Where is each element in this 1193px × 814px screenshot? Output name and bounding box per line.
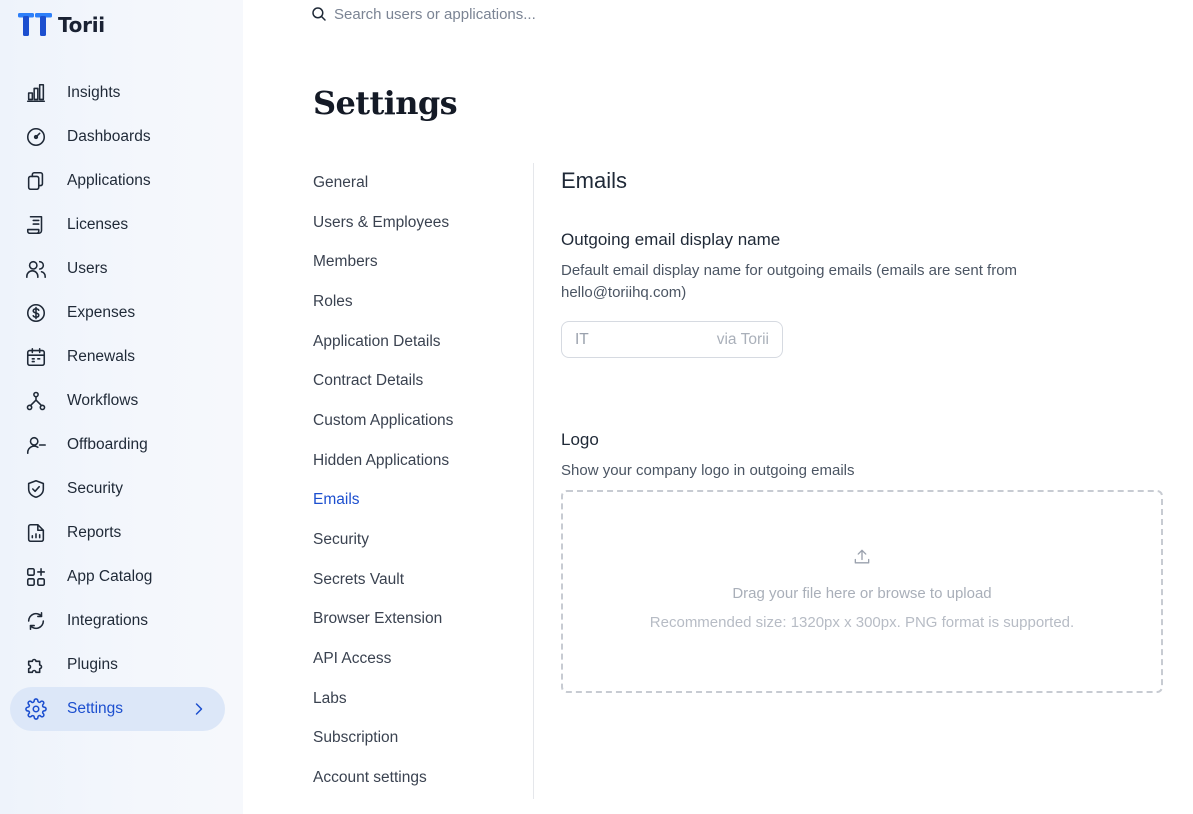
sidebar-item-dashboards[interactable] <box>10 115 225 159</box>
chevron-right-icon <box>189 699 209 719</box>
settings-nav-labs[interactable]: Labs <box>313 689 347 707</box>
settings-nav-emails[interactable]: Emails <box>313 491 360 509</box>
sidebar-item-users[interactable] <box>10 247 225 291</box>
settings-nav-api-access[interactable]: API Access <box>313 650 392 668</box>
settings-nav-general[interactable]: General <box>313 173 369 191</box>
sidebar-item-label: Renewals <box>67 348 136 365</box>
settings-nav-roles[interactable]: Roles <box>313 292 353 310</box>
display-name-value[interactable]: IT <box>575 330 589 348</box>
gauge-icon <box>24 125 48 149</box>
settings-nav-contract-details[interactable]: Contract Details <box>313 372 424 390</box>
settings-nav <box>313 163 523 798</box>
dollar-circle-icon <box>24 301 48 325</box>
settings-divider <box>533 163 534 799</box>
sidebar-item-label: Insights <box>67 84 121 101</box>
sidebar-item-label: Security <box>67 480 123 497</box>
sidebar-item-plugins[interactable] <box>10 643 225 687</box>
sidebar-item-workflows[interactable] <box>10 379 225 423</box>
gear-icon <box>24 697 48 721</box>
flow-icon <box>24 389 48 413</box>
sidebar-nav <box>10 71 225 731</box>
logo-description: Show your company logo in outgoing emails <box>561 462 855 479</box>
settings-nav-users-employees[interactable]: Users & Employees <box>313 213 450 231</box>
sidebar <box>0 0 243 814</box>
sidebar-item-reports[interactable] <box>10 511 225 555</box>
settings-nav-subscription[interactable]: Subscription <box>313 729 399 747</box>
logo-upload-dropzone[interactable] <box>561 490 1163 693</box>
display-name-suffix: via Torii <box>716 330 769 348</box>
copy-icon <box>24 169 48 193</box>
sidebar-item-label: Integrations <box>67 612 148 629</box>
sidebar-item-label: Applications <box>67 172 151 189</box>
sidebar-item-label: Settings <box>67 700 124 717</box>
sidebar-item-app-catalog[interactable] <box>10 555 225 599</box>
display-name-field[interactable] <box>561 321 783 358</box>
users-icon <box>24 257 48 281</box>
settings-nav-secrets-vault[interactable]: Secrets Vault <box>313 570 405 588</box>
dropzone-text: Drag your file here or browse to upload <box>732 585 992 602</box>
puzzle-icon <box>24 653 48 677</box>
logo-title: Logo <box>561 430 599 449</box>
torii-logo-icon <box>18 13 52 37</box>
settings-nav-account-settings[interactable]: Account settings <box>313 769 427 787</box>
sidebar-item-label: Workflows <box>67 392 139 409</box>
settings-nav-browser-extension[interactable]: Browser Extension <box>313 610 443 628</box>
section-heading: Emails <box>561 168 628 193</box>
report-file-icon <box>24 521 48 545</box>
sidebar-item-offboarding[interactable] <box>10 423 225 467</box>
sidebar-item-renewals[interactable] <box>10 335 225 379</box>
page-title: Settings <box>313 84 458 122</box>
user-minus-icon <box>24 433 48 457</box>
search-icon <box>310 5 328 23</box>
display-name-title: Outgoing email display name <box>561 230 781 249</box>
logo-section <box>561 429 1171 693</box>
sidebar-item-label: Licenses <box>67 216 129 233</box>
settings-nav-application-details[interactable]: Application Details <box>313 332 441 350</box>
sidebar-item-label: Expenses <box>67 304 136 321</box>
sidebar-item-label: Reports <box>67 524 122 541</box>
bar-chart-icon <box>24 81 48 105</box>
app-name: Torii <box>58 13 105 37</box>
upload-icon <box>852 547 872 567</box>
sidebar-item-licenses[interactable] <box>10 203 225 247</box>
sidebar-item-label: App Catalog <box>67 568 153 585</box>
sidebar-item-label: Users <box>67 260 108 277</box>
grid-plus-icon <box>24 565 48 589</box>
sidebar-item-settings[interactable] <box>10 687 225 731</box>
sidebar-item-label: Plugins <box>67 656 118 673</box>
sidebar-item-label: Dashboards <box>67 128 151 145</box>
sidebar-item-insights[interactable] <box>10 71 225 115</box>
settings-nav-hidden-applications[interactable]: Hidden Applications <box>313 451 450 469</box>
sidebar-item-applications[interactable] <box>10 159 225 203</box>
settings-nav-security[interactable]: Security <box>313 531 369 549</box>
display-name-description: Default email display name for outgoing emails (emails are sent from hello@toriihq.com) <box>561 262 1018 301</box>
search-input[interactable] <box>334 6 634 23</box>
shield-check-icon <box>24 477 48 501</box>
calendar-icon <box>24 345 48 369</box>
sidebar-item-integrations[interactable] <box>10 599 225 643</box>
receipt-icon <box>24 213 48 237</box>
sidebar-item-expenses[interactable] <box>10 291 225 335</box>
settings-nav-members[interactable]: Members <box>313 253 378 271</box>
settings-nav-custom-applications[interactable]: Custom Applications <box>313 411 454 429</box>
torii-logo[interactable] <box>18 12 105 38</box>
global-search[interactable] <box>310 2 634 26</box>
sidebar-item-label: Offboarding <box>67 436 148 453</box>
dropzone-hint: Recommended size: 1320px x 300px. PNG format is supported. <box>649 614 1075 631</box>
emails-settings-panel <box>561 166 1171 631</box>
sidebar-item-security[interactable] <box>10 467 225 511</box>
sync-icon <box>24 609 48 633</box>
